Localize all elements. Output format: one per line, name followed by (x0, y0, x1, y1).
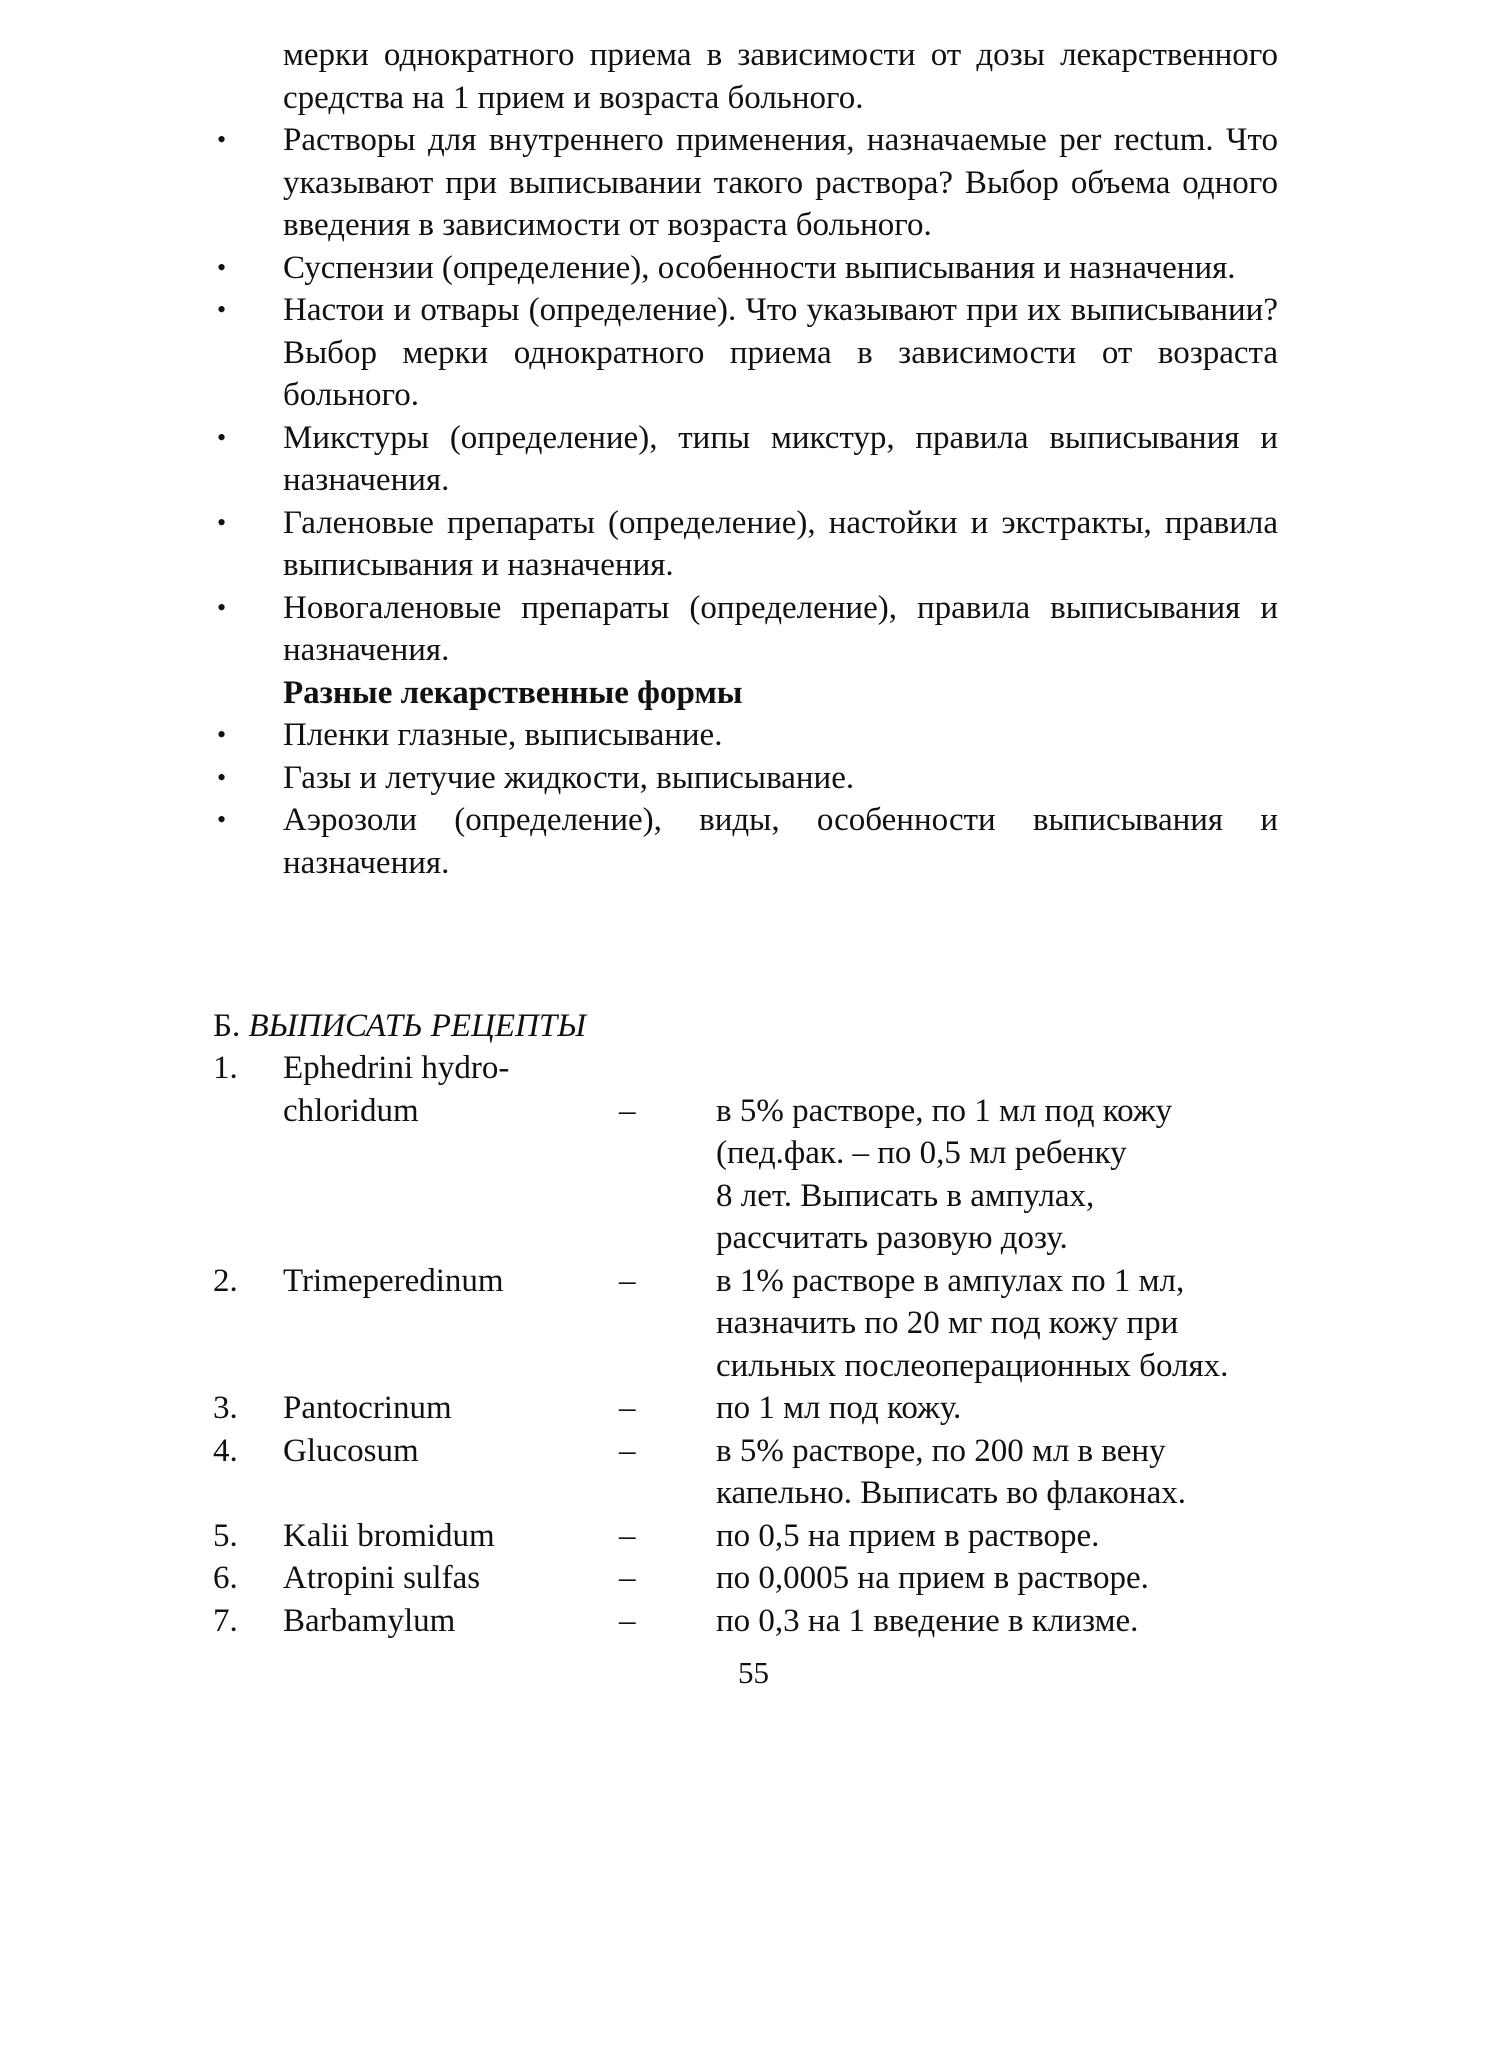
section-prefix: Б. (213, 1008, 241, 1044)
rx-drug-name (283, 1047, 619, 1260)
rx-number: 6. (213, 1560, 238, 1596)
list-item (213, 119, 1278, 247)
bullet-icon: • (217, 720, 227, 749)
rx-drug-name (283, 1387, 619, 1430)
subheading: Разные лекарственные формы (283, 674, 743, 711)
bullet-icon: • (217, 762, 227, 792)
instruction-line: по 0,5 на прием в растворе. (716, 1517, 1100, 1554)
drug-name-line: Barbamylum (283, 1602, 456, 1639)
list-item-text: Микстуры (определение), типы микстур, правила выписывания и назначения. (283, 419, 1278, 498)
list-item (213, 417, 1278, 502)
rx-drug-name (283, 1515, 619, 1558)
bullet-icon: • (217, 507, 227, 537)
dash-mark: – (619, 1092, 636, 1129)
instruction-line: (пед.фак. – по 0,5 мл ребенку (716, 1135, 1127, 1171)
table-row (213, 1515, 1303, 1558)
rx-number: 4. (213, 1432, 238, 1469)
list-item-text: Растворы для внутреннего применения, назначаемые per rectum. Что указывают при выписывании такого раствора? Выбор объема одного введения в зависимости от возраста больного. (283, 122, 1278, 243)
instruction-line: в 5% растворе, по 1 мл под кожу (716, 1092, 1173, 1129)
list-item (213, 502, 1278, 587)
list-item (213, 587, 1278, 672)
rx-number: 5. (213, 1517, 238, 1554)
rx-instructions (716, 1600, 1303, 1643)
rx-dash (619, 1387, 716, 1430)
rx-dash (619, 1430, 716, 1515)
rx-drug-name (283, 1600, 619, 1643)
page-number: 55 (738, 1655, 769, 1690)
table-row (213, 1557, 1303, 1600)
instruction-line: по 0,3 на 1 введение в клизме. (716, 1602, 1139, 1639)
list-item-text: Настои и отвары (определение). Что указывают при их выписывании? Выбор мерки однократного приема в зависимости от возраста больного. (283, 292, 1278, 413)
instruction-line: капельно. Выписать во флаконах. (716, 1475, 1186, 1511)
drug-name-line: Glucosum (283, 1432, 419, 1469)
prescriptions-table (213, 1047, 1303, 1642)
instruction-line: назначить по 20 мг под кожу при (716, 1305, 1179, 1341)
drug-name-line: Atropini sulfas (283, 1560, 481, 1596)
table-row (213, 1387, 1303, 1430)
list-item (213, 757, 1278, 800)
rx-number: 1. (213, 1050, 238, 1086)
list-item (213, 714, 1278, 757)
rx-instructions (716, 1515, 1303, 1558)
bullet-icon: • (217, 592, 227, 622)
dash-mark: – (619, 1560, 636, 1596)
various-forms-list (213, 714, 1278, 884)
drug-name-line: chloridum (283, 1092, 419, 1129)
list-item (213, 247, 1278, 290)
rx-dash (619, 1600, 716, 1643)
rx-dash (619, 1557, 716, 1600)
instruction-line: 8 лет. Выписать в ампулах, (716, 1177, 1095, 1214)
rx-instructions (716, 1430, 1303, 1515)
dash-mark: – (619, 1602, 636, 1639)
rx-instructions (716, 1260, 1303, 1388)
instruction-line: в 1% растворе в ампулах по 1 мл, (716, 1262, 1185, 1299)
drug-name-line: Pantocrinum (283, 1390, 452, 1426)
forms-questions-block (213, 34, 1278, 884)
dosage-forms-list (213, 119, 1278, 672)
drug-name-line: Trimeperedinum (283, 1262, 504, 1299)
table-row (213, 1430, 1303, 1515)
list-item (213, 289, 1278, 417)
rx-drug-name (283, 1430, 619, 1515)
dash-mark: – (619, 1432, 636, 1469)
continued-paragraph: мерки однократного приема в зависимости от дозы лекарственного средства на 1 прием и возраста больного. (283, 37, 1278, 116)
list-item-text: Суспензии (определение), особенности выписывания и назначения. (283, 249, 1236, 286)
bullet-icon: • (217, 295, 227, 324)
list-item-text: Газы и летучие жидкости, выписывание. (283, 759, 855, 796)
bullet-icon: • (217, 422, 227, 452)
drug-name-line: Kalii bromidum (283, 1517, 495, 1554)
list-item-text: Галеновые препараты (определение), настойки и экстракты, правила выписывания и назначения. (283, 504, 1278, 583)
drug-name-line: Ephedrini hydro- (283, 1050, 510, 1086)
rx-dash (619, 1047, 716, 1260)
rx-instructions (716, 1387, 1303, 1430)
bullet-icon: • (217, 252, 227, 282)
rx-number: 3. (213, 1390, 238, 1426)
dash-mark: – (619, 1390, 636, 1426)
dash-mark: – (619, 1517, 636, 1554)
rx-instructions (716, 1047, 1303, 1260)
list-item-text: Новогаленовые препараты (определение), правила выписывания и назначения. (283, 589, 1278, 668)
instruction-line: сильных послеоперационных болях. (716, 1347, 1229, 1384)
list-item-text: Аэрозоли (определение), виды, особенности выписывания и назначения. (283, 802, 1278, 881)
rx-number: 2. (213, 1262, 238, 1299)
rx-dash (619, 1260, 716, 1388)
section-title: ВЫПИСАТЬ РЕЦЕПТЫ (248, 1008, 587, 1044)
rx-dash (619, 1515, 716, 1558)
list-item-text: Пленки глазные, выписывание. (283, 717, 723, 753)
section-heading (213, 1005, 586, 1048)
rx-drug-name (283, 1557, 619, 1600)
rx-instructions (716, 1557, 1303, 1600)
dash-mark: – (619, 1262, 636, 1299)
instruction-line: рассчитать разовую дозу. (716, 1220, 1068, 1256)
instruction-line: по 1 мл под кожу. (716, 1390, 962, 1426)
table-row (213, 1260, 1303, 1388)
rx-drug-name (283, 1260, 619, 1388)
list-item (213, 799, 1278, 884)
table-row (213, 1600, 1303, 1643)
bullet-icon: • (217, 125, 227, 154)
table-row (213, 1047, 1303, 1260)
instruction-line: по 0,0005 на прием в растворе. (716, 1560, 1149, 1596)
bullet-icon: • (217, 805, 227, 834)
instruction-line: в 5% растворе, по 200 мл в вену (716, 1432, 1166, 1469)
rx-number: 7. (213, 1602, 238, 1639)
